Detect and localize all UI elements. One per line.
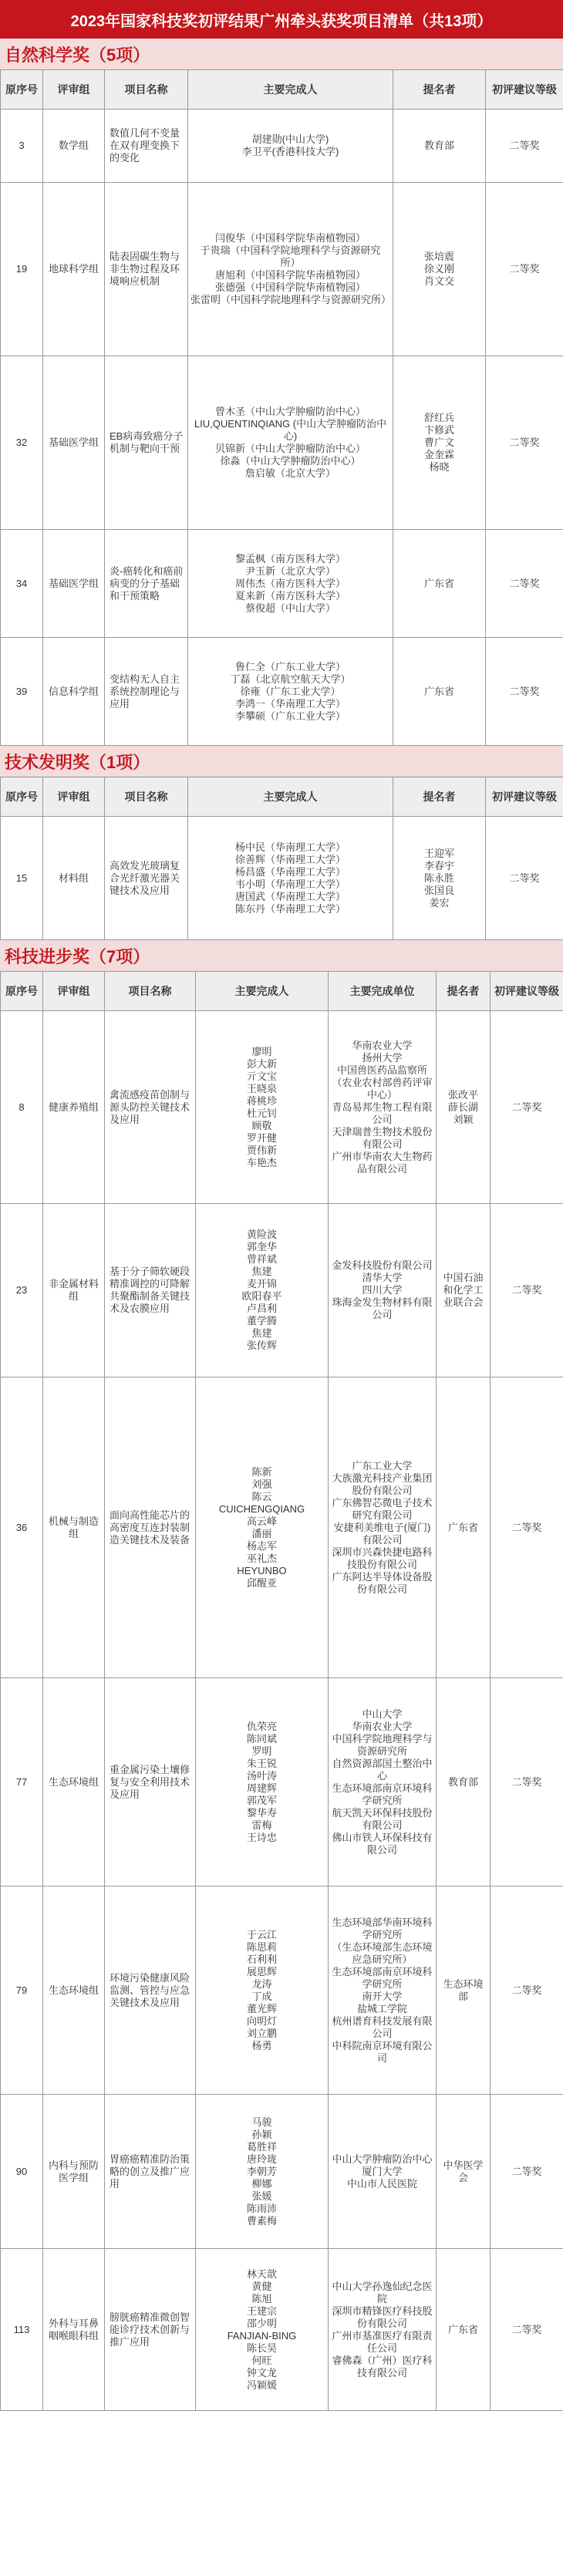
cell-project-name: 环境污染健康风险监测、管控与应急关键技术及应用 — [105, 1886, 196, 2095]
header-people: 主要完成人 — [196, 972, 329, 1011]
table-row — [1, 2249, 563, 2411]
cell-id: 32 — [1, 356, 43, 530]
header-id: 原序号 — [1, 777, 43, 817]
cell-level: 二等奖 — [491, 1377, 563, 1678]
cell-people: 鲁仁全（广东工业大学） 丁磊（北京航空航天大学） 徐雍（广东工业大学） 李鸿一（华南理工大学） 李攀硕（广东工业大学） — [188, 638, 393, 746]
cell-nominator: 教育部 — [437, 1678, 491, 1886]
cell-people: 仇荣亮 陈同斌 罗明 朱王锐 汤叶涛 周建辉 郭茂军 黎华寿 雷梅 王诗忠 — [196, 1678, 329, 1886]
cell-level: 二等奖 — [486, 110, 563, 183]
cell-level: 二等奖 — [491, 2095, 563, 2249]
sci-tech-progress-table — [0, 971, 563, 2411]
cell-id: 90 — [1, 2095, 43, 2249]
cell-nominator: 生态环境部 — [437, 1886, 491, 2095]
table-row — [1, 183, 563, 356]
cell-project-name: 膀胱癌精准微创智能诊疗技术创新与推广应用 — [105, 2249, 196, 2411]
cell-group: 信息科学组 — [43, 638, 105, 746]
technical-invention-table — [0, 777, 563, 940]
table-row — [1, 1377, 563, 1678]
cell-group: 外科与耳鼻咽喉眼科组 — [43, 2249, 105, 2411]
cell-units: 中山大学孙逸仙纪念医院 深圳市精锋医疗科技股份有限公司 广州市基准医疗有限责任公司 睿佛森（广州）医疗科技有限公司 — [329, 2249, 437, 2411]
cell-units: 生态环境部华南环境科学研究所 （生态环境部生态环境应急研究所） 生态环境部南京环境科学研究所 南开大学 盐城工学院 杭州谱育科技发展有限公司 中科院南京环境有限公司 — [329, 1886, 437, 2095]
cell-units: 中山大学 华南农业大学 中国科学院地理科学与资源研究所 自然资源部国土整治中心 生态环境部南京环境科学研究所 航天凯天环保科技股份有限公司 佛山市铁人环保科技有限公司 — [329, 1678, 437, 1886]
cell-people: 黄险波 郭奎华 曾祥斌 焦建 麦开锦 欧阳春平 卢昌利 董学腾 焦建 张传辉 — [196, 1204, 329, 1377]
section-title-sci-tech-progress: 科技进步奖（7项） — [0, 940, 563, 971]
cell-id: 3 — [1, 110, 43, 183]
cell-units: 广东工业大学 大族激光科技产业集团股份有限公司 广东佛智芯微电子技术研究有限公司 安捷利美维电子(厦门)有限公司 深圳市兴森快捷电路科技股份有限公司 广东阿达半导体设备股份有限公司 — [329, 1377, 437, 1678]
header-nominator: 提名者 — [393, 70, 486, 110]
table-row — [1, 638, 563, 746]
cell-group: 地球科学组 — [43, 183, 105, 356]
cell-id: 77 — [1, 1678, 43, 1886]
cell-group: 内科与预防医学组 — [43, 2095, 105, 2249]
header-units: 主要完成单位 — [329, 972, 437, 1011]
cell-people: 曾木圣（中山大学肿瘤防治中心） LIU,QUENTINQIANG (中山大学肿瘤防治中心) 贝锦新（中山大学肿瘤防治中心） 徐淼（中山大学肿瘤防治中心） 詹启敏（北京大学） — [188, 356, 393, 530]
cell-project-name: EB病毒致癌分子机制与靶向干预 — [105, 356, 188, 530]
header-group: 评审组 — [43, 70, 105, 110]
page-title: 2023年国家科技奖初评结果广州牵头获奖项目清单（共13项） — [0, 0, 563, 39]
header-group: 评审组 — [43, 777, 105, 817]
cell-people: 廖明 彭大新 亓文宝 王晓泉 蒋桃珍 杜元钊 顾敬 罗开健 贾伟新 车艳杰 — [196, 1011, 329, 1204]
table-row — [1, 1204, 563, 1377]
header-name: 项目名称 — [105, 70, 188, 110]
cell-group: 基础医学组 — [43, 356, 105, 530]
cell-id: 15 — [1, 817, 43, 940]
header-name: 项目名称 — [105, 777, 188, 817]
section-title-natural-science: 自然科学奖（5项） — [0, 39, 563, 69]
cell-people: 于云江 陈思莉 石利利 展思辉 龙涛 丁成 董光辉 向明灯 刘立鹏 杨勇 — [196, 1886, 329, 2095]
table-header-row — [1, 70, 563, 110]
cell-id: 8 — [1, 1011, 43, 1204]
cell-nominator: 广东省 — [393, 530, 486, 638]
cell-group: 非金属材料组 — [43, 1204, 105, 1377]
cell-id: 113 — [1, 2249, 43, 2411]
cell-level: 二等奖 — [491, 2249, 563, 2411]
cell-nominator: 张培震 徐义刚 肖文交 — [393, 183, 486, 356]
header-id: 原序号 — [1, 70, 43, 110]
header-nominator: 提名者 — [393, 777, 486, 817]
cell-level: 二等奖 — [491, 1204, 563, 1377]
cell-project-name: 炎-癌转化和癌前病变的分子基础和干预策略 — [105, 530, 188, 638]
table-row — [1, 1011, 563, 1204]
cell-project-name: 数值几何不变量在双有理变换下的变化 — [105, 110, 188, 183]
header-people: 主要完成人 — [188, 70, 393, 110]
cell-group: 机械与制造组 — [43, 1377, 105, 1678]
cell-id: 34 — [1, 530, 43, 638]
cell-id: 19 — [1, 183, 43, 356]
cell-nominator: 教育部 — [393, 110, 486, 183]
cell-project-name: 面向高性能芯片的高密度互连封装制造关键技术及装备 — [105, 1377, 196, 1678]
cell-level: 二等奖 — [486, 817, 563, 940]
table-header-row — [1, 972, 563, 1011]
header-level: 初评建议等级 — [491, 972, 563, 1011]
cell-nominator: 广东省 — [437, 2249, 491, 2411]
cell-project-name: 基于分子筛软硬段精准调控的可降解共聚酯制备关键技术及农膜应用 — [105, 1204, 196, 1377]
cell-level: 二等奖 — [491, 1011, 563, 1204]
cell-nominator: 舒红兵 卞修武 曹广文 金奎霖 杨晓 — [393, 356, 486, 530]
cell-id: 39 — [1, 638, 43, 746]
header-nominator: 提名者 — [437, 972, 491, 1011]
cell-people: 胡建勋(中山大学) 李卫平(香港科技大学) — [188, 110, 393, 183]
cell-group: 生态环境组 — [43, 1678, 105, 1886]
cell-people: 陈新 刘强 陈云 CUICHENGQIANG 高云峰 潘丽 杨志军 巫礼杰 HEYUNBO 邱醒亚 — [196, 1377, 329, 1678]
table-row — [1, 2095, 563, 2249]
cell-id: 23 — [1, 1204, 43, 1377]
cell-level: 二等奖 — [486, 638, 563, 746]
header-id: 原序号 — [1, 972, 43, 1011]
cell-units: 中山大学肿瘤防治中心 厦门大学 中山市人民医院 — [329, 2095, 437, 2249]
cell-people: 马骏 孙颖 葛胜祥 唐玲珑 李朝芳 柳娜 张媛 陈雨沛 曹素梅 — [196, 2095, 329, 2249]
header-people: 主要完成人 — [188, 777, 393, 817]
table-header-row — [1, 777, 563, 817]
cell-group: 基础医学组 — [43, 530, 105, 638]
section-title-technical-invention: 技术发明奖（1项） — [0, 746, 563, 777]
cell-project-name: 高效发光玻璃复合光纤激光器关键技术及应用 — [105, 817, 188, 940]
cell-level: 二等奖 — [491, 1678, 563, 1886]
cell-people: 闫俊华（中国科学院华南植物园） 于贵瑞（中国科学院地理科学与资源研究所） 唐旭利（中国科学院华南植物园） 张德强（中国科学院华南植物园） 张雷明（中国科学院地理科学与资源研究所） — [188, 183, 393, 356]
cell-nominator: 广东省 — [393, 638, 486, 746]
cell-group: 生态环境组 — [43, 1886, 105, 2095]
header-group: 评审组 — [43, 972, 105, 1011]
cell-nominator: 中国石油和化学工业联合会 — [437, 1204, 491, 1377]
cell-level: 二等奖 — [486, 183, 563, 356]
header-level: 初评建议等级 — [486, 70, 563, 110]
cell-project-name: 禽流感疫苗创制与源头防控关键技术及应用 — [105, 1011, 196, 1204]
cell-units: 金发科技股份有限公司 清华大学 四川大学 珠海金发生物材料有限公司 — [329, 1204, 437, 1377]
cell-units: 华南农业大学 扬州大学 中国兽医药品监察所（农业农村部兽药评审中心） 青岛易邦生物工程有限公司 天津瑞普生物技术股份有限公司 广州市华南农大生物药品有限公司 — [329, 1011, 437, 1204]
cell-id: 79 — [1, 1886, 43, 2095]
table-row — [1, 1678, 563, 1886]
cell-nominator: 广东省 — [437, 1377, 491, 1678]
cell-project-name: 重金属污染土壤修复与安全利用技术及应用 — [105, 1678, 196, 1886]
header-name: 项目名称 — [105, 972, 196, 1011]
header-level: 初评建议等级 — [486, 777, 563, 817]
cell-group: 数学组 — [43, 110, 105, 183]
table-row — [1, 110, 563, 183]
cell-level: 二等奖 — [486, 530, 563, 638]
table-row — [1, 356, 563, 530]
cell-project-name: 陆表固碳生物与非生物过程及环境响应机制 — [105, 183, 188, 356]
cell-level: 二等奖 — [491, 1886, 563, 2095]
cell-level: 二等奖 — [486, 356, 563, 530]
cell-nominator: 王迎军 李春宇 陈永胜 张国良 姜宏 — [393, 817, 486, 940]
natural-science-table — [0, 69, 563, 746]
cell-id: 36 — [1, 1377, 43, 1678]
table-row — [1, 530, 563, 638]
cell-group: 健康养殖组 — [43, 1011, 105, 1204]
cell-nominator: 中华医学会 — [437, 2095, 491, 2249]
cell-people: 林天歆 黄健 陈旭 王建宗 邵少明 FANJIAN-BING 陈长昊 何旺 钟文龙 冯颖媛 — [196, 2249, 329, 2411]
cell-project-name: 变结构无人自主系统控制理论与应用 — [105, 638, 188, 746]
cell-people: 黎孟枫（南方医科大学） 尹玉新（北京大学） 周伟杰（南方医科大学） 夏来新（南方医科大学） 蔡俊超（中山大学） — [188, 530, 393, 638]
cell-nominator: 张改平 薛长湖 刘颖 — [437, 1011, 491, 1204]
cell-group: 材料组 — [43, 817, 105, 940]
cell-people: 杨中民（华南理工大学） 徐善辉（华南理工大学） 杨昌盛（华南理工大学） 韦小明（华南理工大学） 唐国武（华南理工大学） 陈东丹（华南理工大学） — [188, 817, 393, 940]
table-row — [1, 1886, 563, 2095]
cell-project-name: 胃癌癌精准防治策略的创立及推广应用 — [105, 2095, 196, 2249]
table-row — [1, 817, 563, 940]
